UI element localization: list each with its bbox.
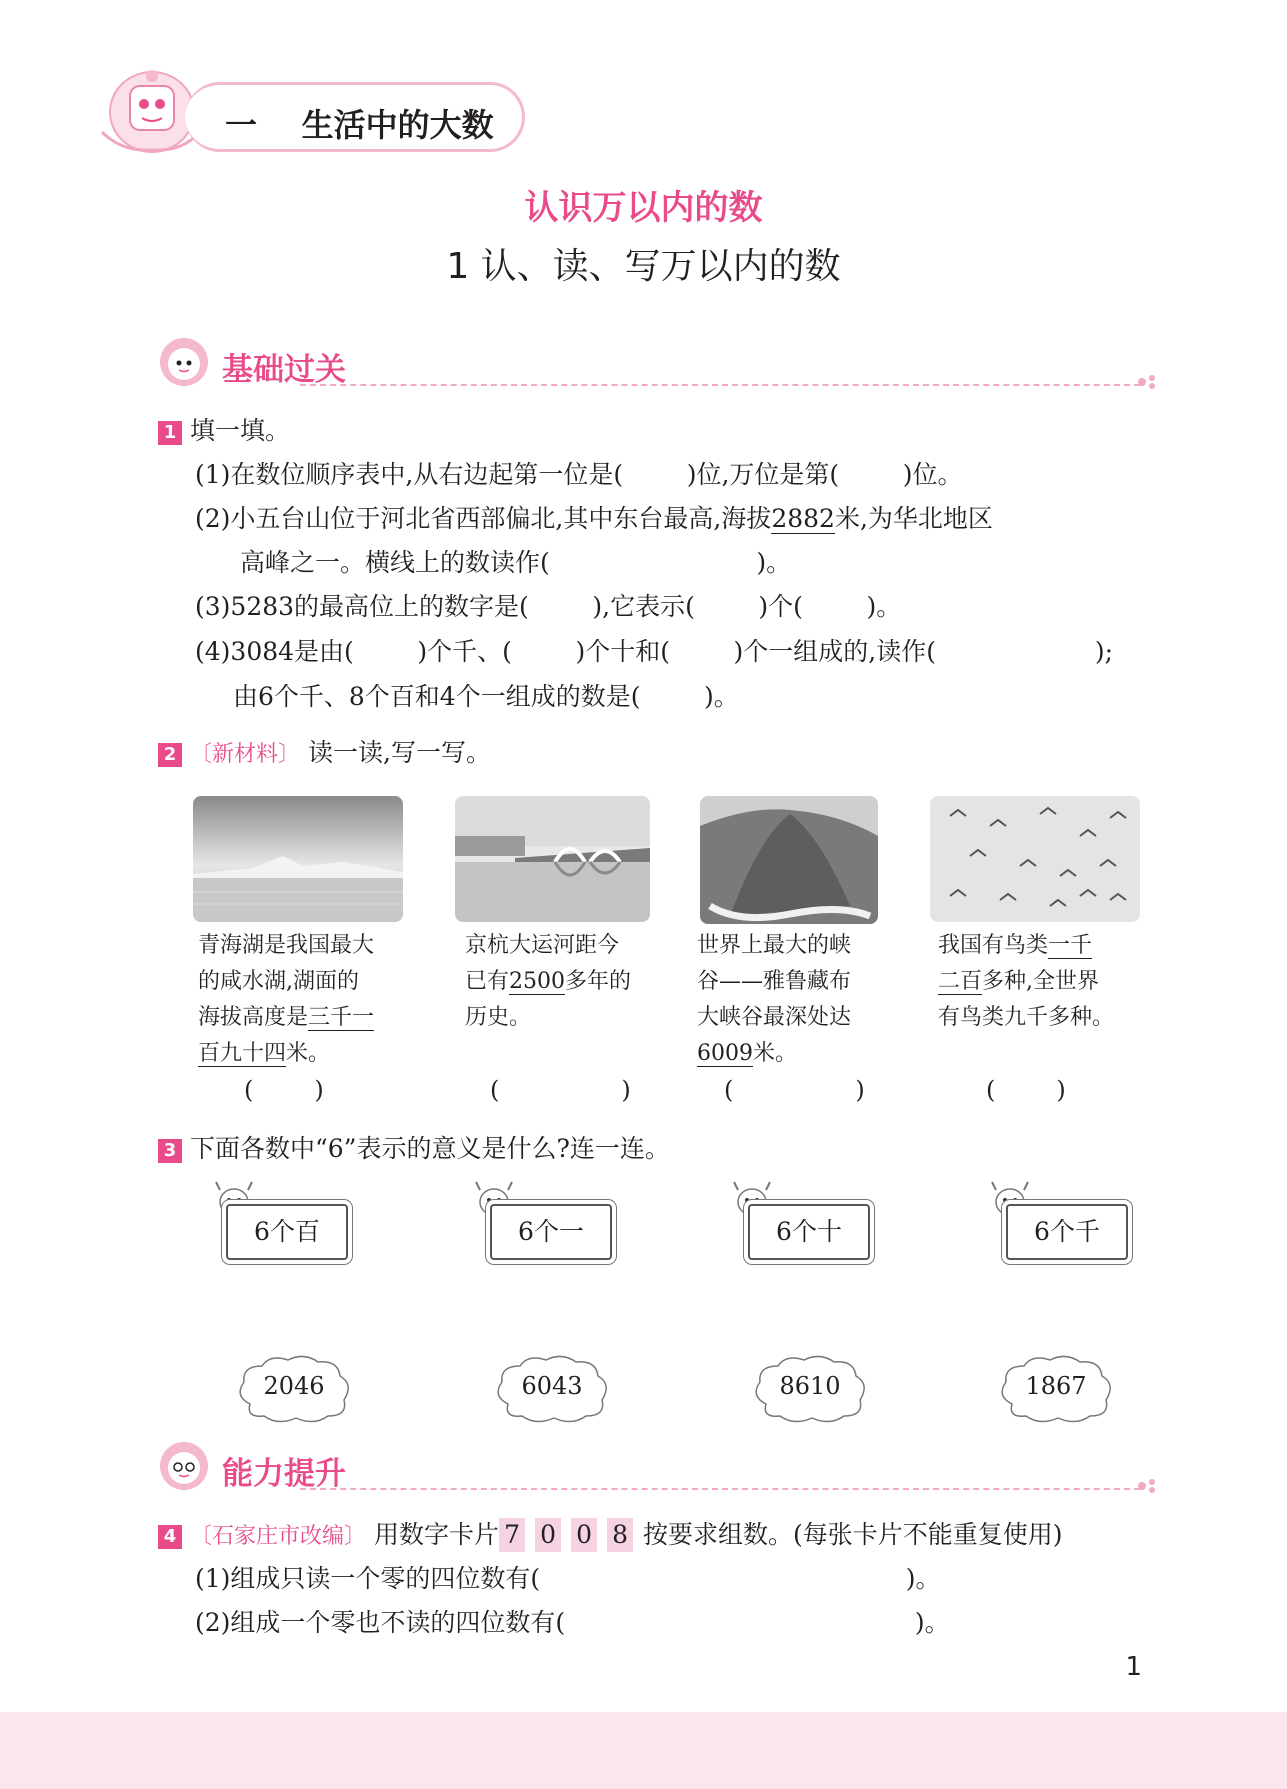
caption-lake: 青海湖是我国最大 的咸水湖,湖面的 海拔高度是三千一 百九十四米。 — [198, 933, 375, 1066]
number-cloud-6043[interactable]: 6043 — [492, 1352, 612, 1426]
caption-birds: 我国有鸟类一千 二百多种,全世界 有鸟类九千多种。 — [938, 933, 1115, 1030]
meaning-card-tens[interactable]: 6个十 — [748, 1204, 870, 1260]
q4-number: 4 — [158, 1525, 182, 1549]
q3-number: 3 — [158, 1139, 182, 1163]
section-title-basic: 基础过关 — [222, 352, 346, 388]
answer-blank-canyon[interactable]: ( ) — [724, 1076, 865, 1104]
heart-dots-icon — [1134, 372, 1164, 392]
caption-canal: 京杭大运河距今 已有2500多年的 历史。 — [465, 933, 632, 1030]
q2-tag: 〔新材料〕 — [190, 742, 301, 767]
answer-blank-canal[interactable]: ( ) — [490, 1076, 631, 1104]
chapter-title: 一 生活中的大数 — [225, 106, 494, 144]
section-title-advanced: 能力提升 — [222, 1456, 346, 1492]
answer-blank-birds[interactable]: ( ) — [986, 1076, 1066, 1104]
q1-line-6: 由6个千、8个百和4个一组成的数是( )。 — [233, 682, 739, 711]
photo-lake — [193, 796, 403, 922]
q4-prompt: 4 〔石家庄市改编〕 用数字卡片 7 0 0 8 按要求组数。(每张卡片不能重复使用) — [158, 1518, 1063, 1554]
q3-prompt: 3 下面各数中“6”表示的意义是什么?连一连。 — [158, 1132, 670, 1166]
lesson-title: 1 认、读、写万以内的数 — [446, 246, 841, 287]
digit-card: 8 — [607, 1518, 633, 1552]
digit-card: 0 — [535, 1518, 561, 1552]
number-cloud-1867[interactable]: 1867 — [996, 1352, 1116, 1426]
section-mascot-icon — [158, 336, 210, 388]
meaning-card-thousands[interactable]: 6个千 — [1006, 1204, 1128, 1260]
q1-line-5: (4)3084是由( )个千、( )个十和( )个一组成的,读作( ); — [195, 637, 1114, 666]
caption-canyon: 世界上最大的峡 谷——雅鲁藏布 大峡谷最深处达 6009米。 — [697, 933, 852, 1066]
q2-prompt: 2 〔新材料〕 读一读,写一写。 — [158, 736, 491, 772]
meaning-card-hundreds[interactable]: 6个百 — [226, 1204, 348, 1260]
photo-canal-bridge — [455, 796, 650, 922]
answer-blank-lake[interactable]: ( ) — [244, 1076, 324, 1104]
photo-birds — [930, 796, 1140, 922]
section-mascot-icon — [158, 1440, 210, 1492]
q1-prompt: 1 填一填。 — [158, 414, 290, 448]
q4-tag: 〔石家庄市改编〕 — [190, 1524, 367, 1549]
meaning-card-ones[interactable]: 6个一 — [490, 1204, 612, 1260]
footer-band — [0, 1712, 1287, 1789]
section-divider — [300, 1488, 1140, 1490]
photo-canyon — [700, 796, 878, 924]
q1-line-2: (2)小五台山位于河北省西部偏北,其中东台最高,海拔2882米,为华北地区 — [195, 504, 993, 533]
q4-line-2: (2)组成一个零也不读的四位数有( )。 — [195, 1608, 950, 1637]
section-divider — [300, 384, 1140, 386]
digit-card: 7 — [499, 1518, 525, 1552]
q1-underlined-number: 2882 — [771, 504, 835, 533]
q2-number: 2 — [158, 743, 182, 767]
q1-line-3: 高峰之一。横线上的数读作( )。 — [240, 548, 792, 577]
q4-line-1: (1)组成只读一个零的四位数有( )。 — [195, 1564, 941, 1593]
page-number: 1 — [1125, 1652, 1142, 1682]
q1-number: 1 — [158, 421, 182, 445]
q1-line-4: (3)5283的最高位上的数字是( ),它表示( )个( )。 — [195, 592, 902, 621]
digit-card: 0 — [571, 1518, 597, 1552]
number-cloud-2046[interactable]: 2046 — [234, 1352, 354, 1426]
number-cloud-8610[interactable]: 8610 — [750, 1352, 870, 1426]
q1-line-1: (1)在数位顺序表中,从右边起第一位是( )位,万位是第( )位。 — [195, 460, 963, 489]
lesson-unit: 认识万以内的数 — [524, 188, 763, 228]
heart-dots-icon — [1134, 1476, 1164, 1496]
